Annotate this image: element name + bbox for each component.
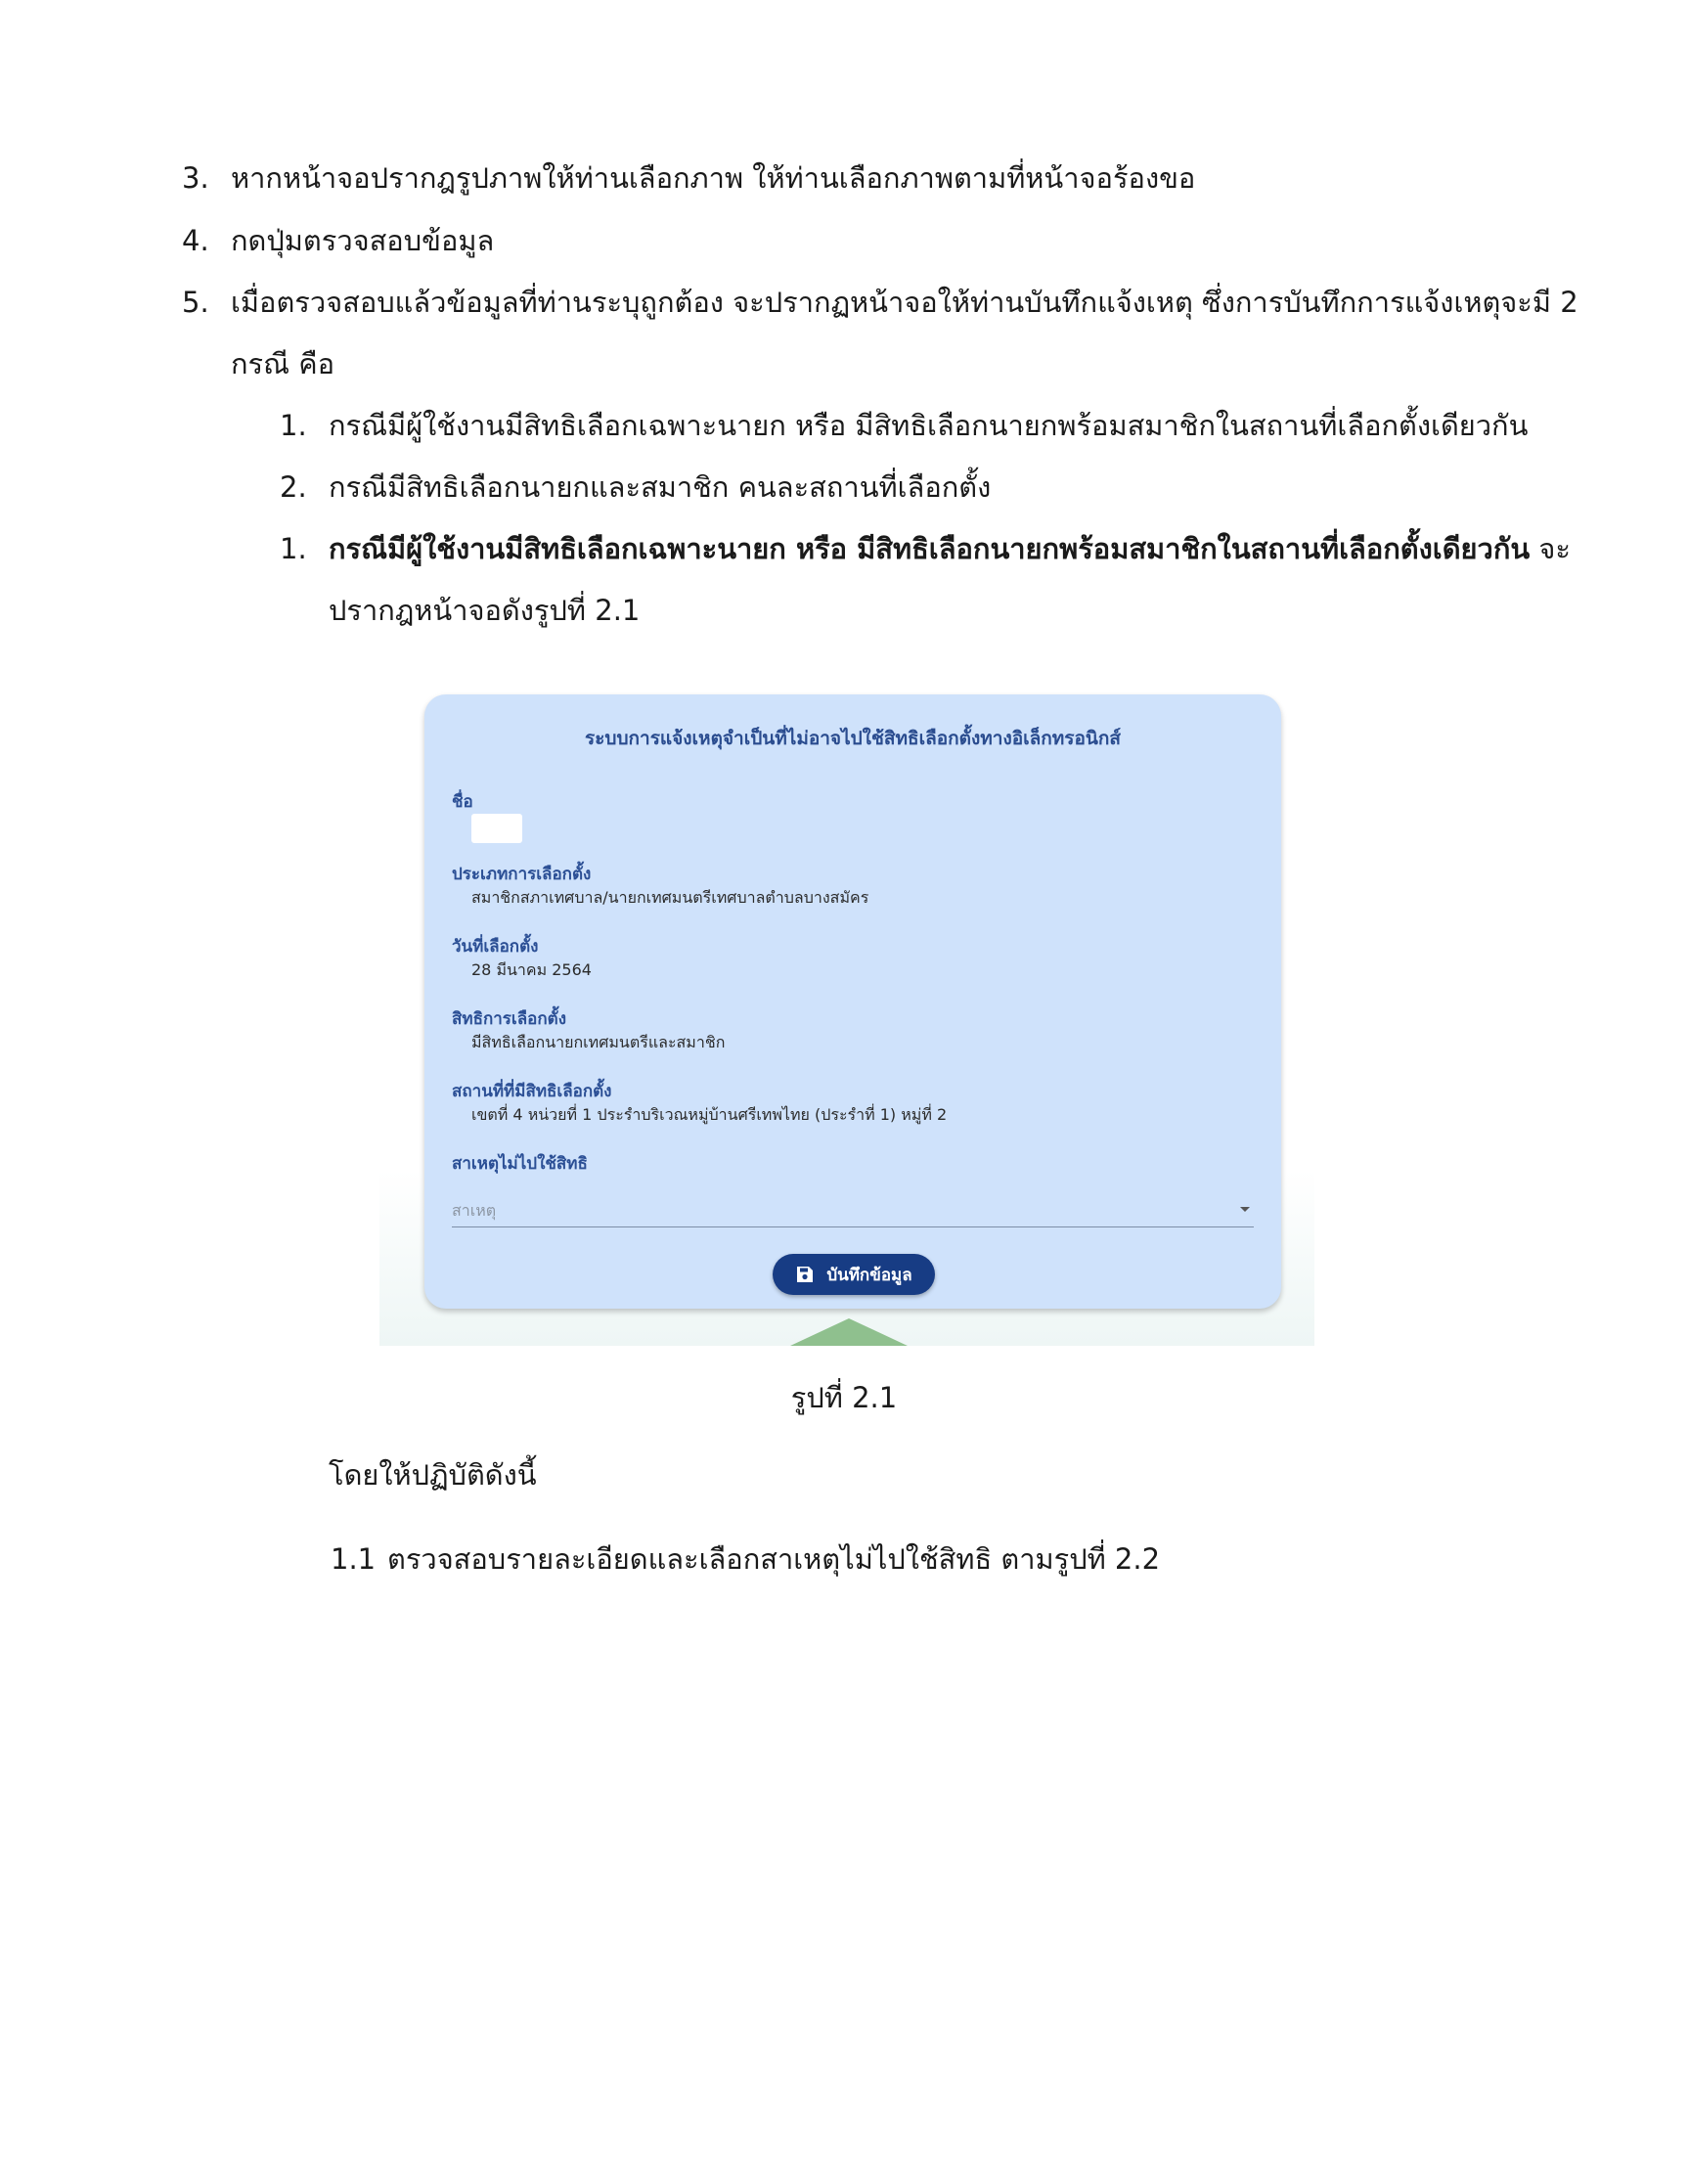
reason-label: สาเหตุไม่ไปใช้สิทธิ (452, 1154, 588, 1174)
sub-step-number: 1.1 (331, 1542, 377, 1576)
step-5-text-continued: กรณี คือ (231, 347, 335, 380)
case-detail-text (329, 531, 1571, 566)
case-2-text: กรณีมีสิทธิเลือกนายกและสมาชิก คนละสถานที่เลือกตั้ง (329, 470, 992, 504)
case-detail-number: 1. (280, 532, 307, 565)
election-place-label: สถานที่ที่มีสิทธิเลือกตั้ง (452, 1082, 612, 1101)
name-value-box (471, 814, 522, 843)
step-5-number: 5. (182, 286, 209, 319)
reason-select[interactable] (452, 1193, 1254, 1227)
step-5-text: เมื่อตรวจสอบแล้วข้อมูลที่ท่านระบุถูกต้อง จะปรากฏหน้าจอให้ท่านบันทึกแจ้งเหตุ ซึ่งการบันทึกการแจ้งเหตุจะมี 2 (231, 286, 1578, 319)
case-detail-tail: จะ (1530, 532, 1571, 565)
form-card (424, 694, 1281, 1309)
case-1-number: 1. (280, 409, 307, 442)
election-type-value: สมาชิกสภาเทศบาล/นายกเทศมนตรีเทศบาลตำบลบางสมัคร (471, 888, 869, 907)
election-right-value: มีสิทธิเลือกนายกเทศมนตรีและสมาชิก (471, 1033, 726, 1051)
form-title: ระบบการแจ้งเหตุจำเป็นที่ไม่อาจไปใช้สิทธิเลือกตั้งทางอิเล็กทรอนิกส์ (584, 728, 1121, 749)
save-button[interactable] (773, 1254, 935, 1295)
chevron-down-icon[interactable] (1240, 1207, 1250, 1212)
instruction-intro: โดยให้ปฏิบัติดังนี้ (329, 1458, 537, 1492)
case-2-number: 2. (280, 470, 307, 504)
election-type-label: ประเภทการเลือกตั้ง (452, 865, 592, 884)
election-date-value: 28 มีนาคม 2564 (471, 960, 592, 979)
case-detail-bold: กรณีมีผู้ใช้งานมีสิทธิเลือกเฉพาะนายก หรือ มีสิทธิเลือกนายกพร้อมสมาชิกในสถานที่เลือกตั้งเดียวกัน (329, 532, 1531, 565)
step-3-text: หากหน้าจอปรากฎรูปภาพให้ท่านเลือกภาพ ให้ท่านเลือกภาพตามที่หน้าจอร้องขอ (231, 161, 1196, 195)
case-1-text: กรณีมีผู้ใช้งานมีสิทธิเลือกเฉพาะนายก หรือ มีสิทธิเลือกนายกพร้อมสมาชิกในสถานที่เลือกตั้งเดียวกัน (329, 409, 1529, 442)
figure-caption: รูปที่ 2.1 (790, 1381, 898, 1414)
floppy-disk-icon (795, 1265, 815, 1284)
step-3-number: 3. (182, 161, 209, 195)
decorative-shape (790, 1318, 908, 1346)
election-place-value: เขตที่ 4 หน่วยที่ 1 ประรำบริเวณหมู่บ้านศรีเทพไทย (ประรำที่ 1) หมู่ที่ 2 (471, 1105, 948, 1124)
reason-placeholder: สาเหตุ (452, 1201, 497, 1220)
case-detail-continued: ปรากฎหน้าจอดังรูปที่ 2.1 (329, 594, 641, 627)
election-right-label: สิทธิการเลือกตั้ง (452, 1009, 566, 1029)
sub-step-text: ตรวจสอบรายละเอียดและเลือกสาเหตุไม่ไปใช้สิทธิ ตามรูปที่ 2.2 (387, 1542, 1161, 1576)
election-date-label: วันที่เลือกตั้ง (452, 937, 539, 957)
step-4-text: กดปุ่มตรวจสอบข้อมูล (231, 224, 495, 257)
screenshot-figure (379, 685, 1314, 1346)
step-4-number: 4. (182, 224, 209, 257)
save-button-label: บันทึกข้อมูล (826, 1265, 912, 1285)
name-label: ชื่อ (452, 792, 473, 812)
